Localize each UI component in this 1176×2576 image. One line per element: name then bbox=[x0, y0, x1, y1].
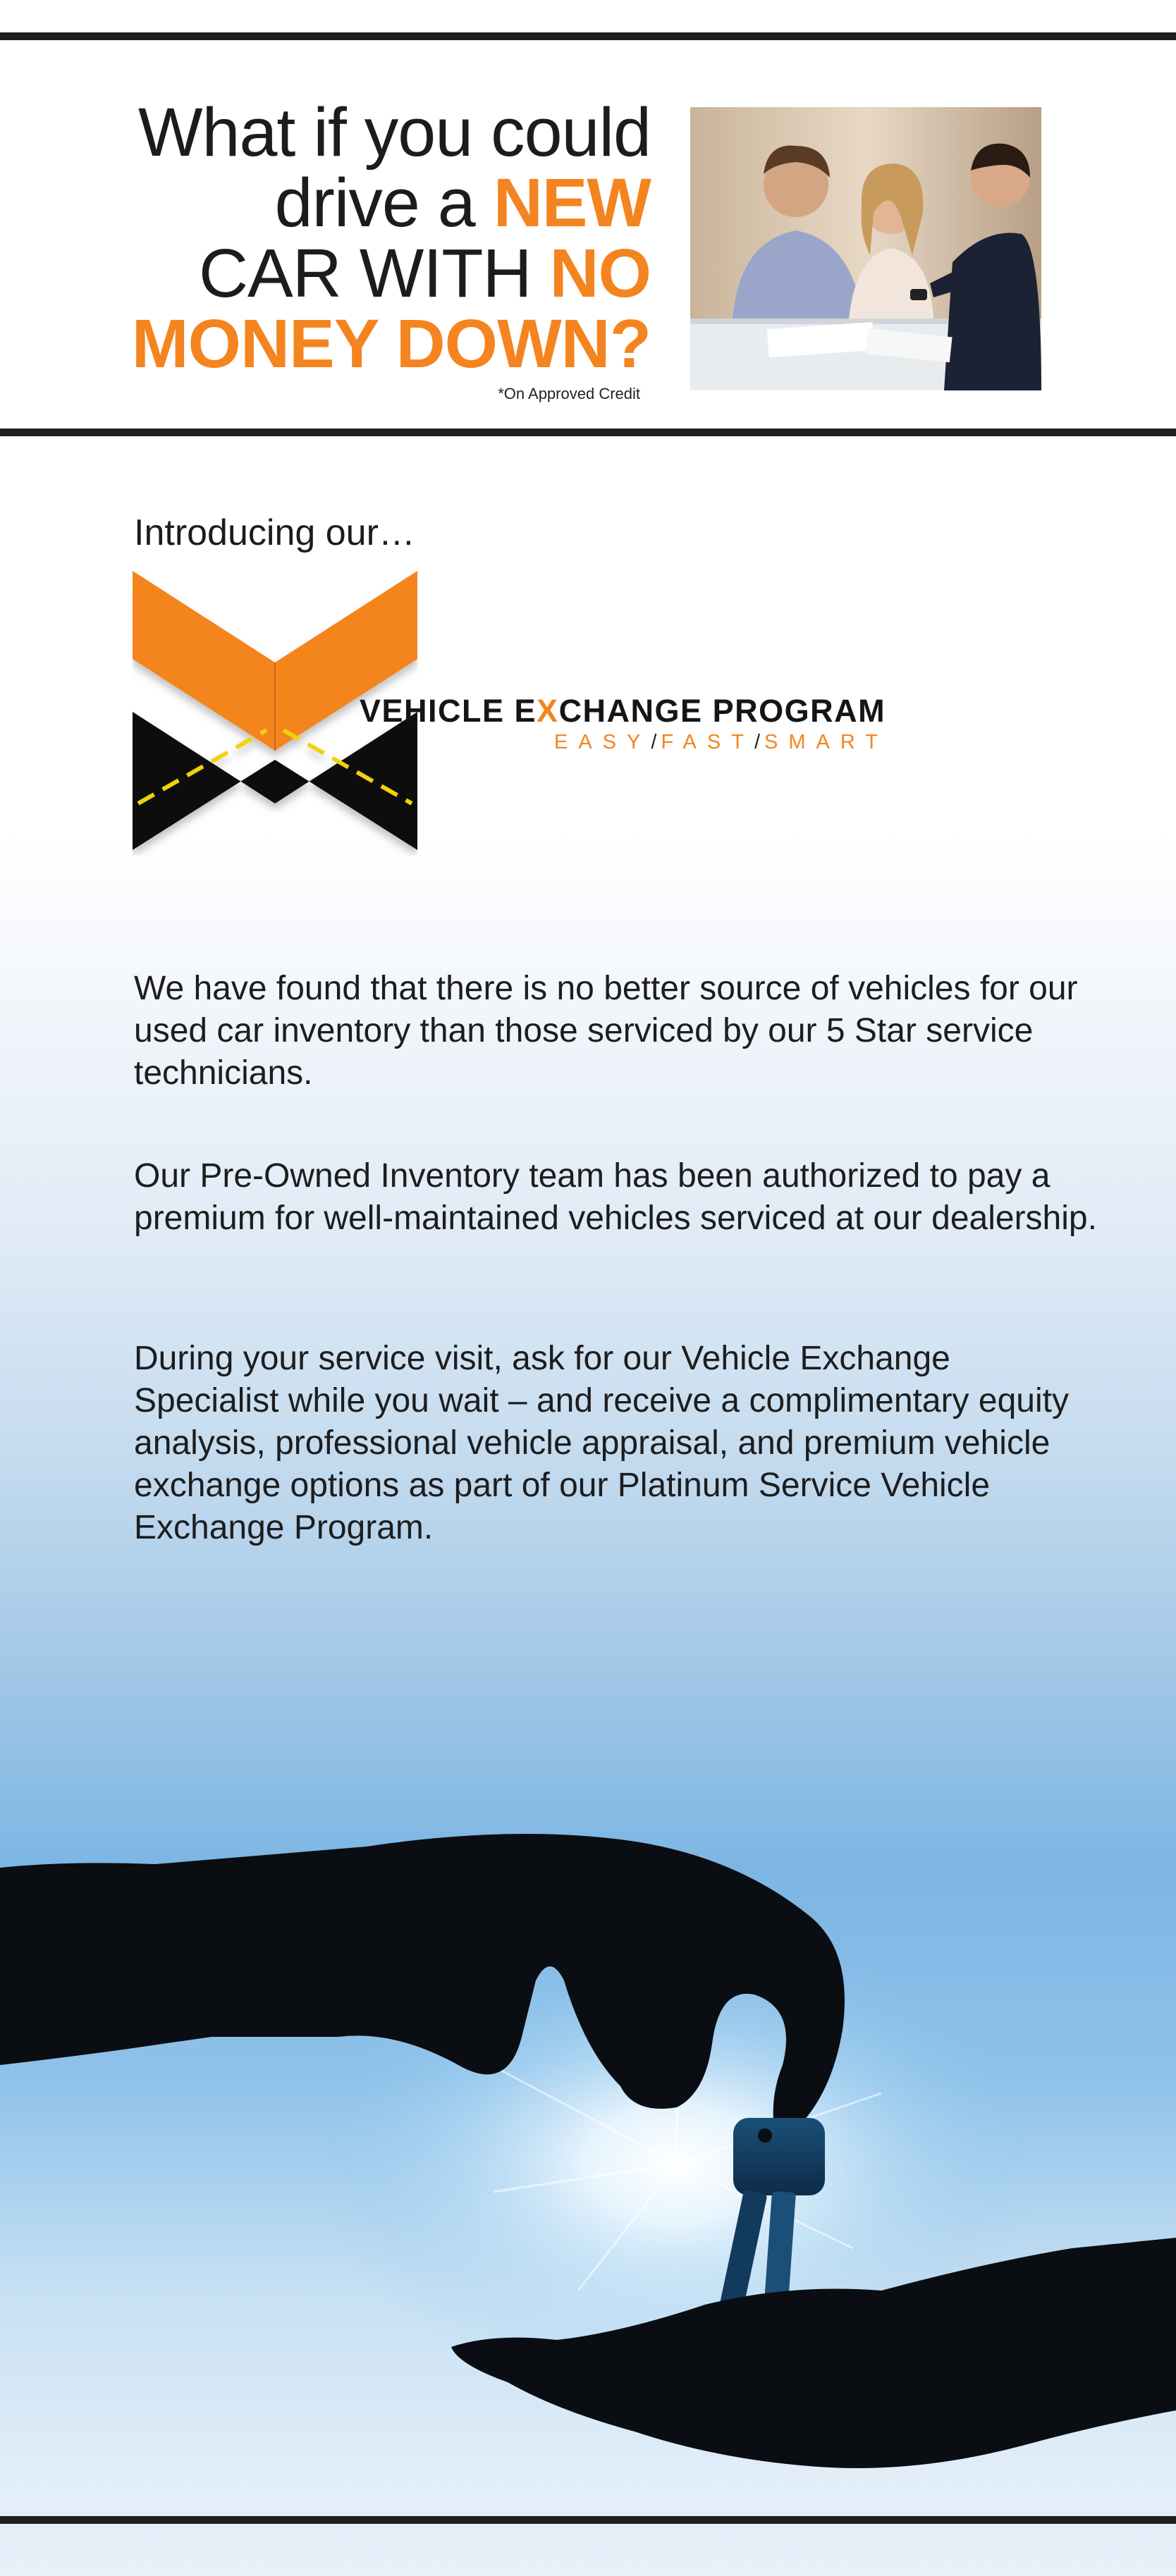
logo-title-x: X bbox=[537, 693, 559, 729]
logo-title-part-1: VEHICLE E bbox=[360, 693, 537, 729]
headline-line-2-text: drive a bbox=[274, 164, 494, 241]
logo-title-part-2: CHANGE PROGRAM bbox=[558, 693, 886, 729]
headline-line-1: What if you could bbox=[137, 94, 651, 171]
program-logo-title bbox=[360, 693, 886, 729]
headline-line-4: MONEY DOWN? bbox=[131, 305, 651, 382]
hero-bottom-rule bbox=[0, 429, 1176, 436]
tagline-smart: SMART bbox=[764, 731, 888, 753]
headline-line-3-text: CAR WITH bbox=[198, 235, 550, 312]
headline-emph-new: NEW bbox=[493, 164, 651, 241]
dealership-handoff-photo bbox=[690, 107, 1041, 390]
hero-headline bbox=[16, 94, 651, 382]
tagline-separator-1: / bbox=[651, 731, 661, 753]
bottom-rule bbox=[0, 2516, 1176, 2524]
tagline-fast: FAST bbox=[661, 731, 754, 753]
body-paragraph-3: During your service visit, ask for our Vehicle Exchange Specialist while you wait – and receive a complimentary equity analysis, professional vehicle appraisal, and premium vehicle exchange options as part of our Platinum Service Vehicle Exchange Program. bbox=[134, 1340, 1069, 1546]
key-handoff-illustration bbox=[0, 1797, 1176, 2523]
body-paragraph-2: Our Pre-Owned Inventory team has been authorized to pay a premium for well-maintained vehicles serviced at our dealership. bbox=[134, 1157, 1097, 1237]
headline-line-2 bbox=[16, 164, 651, 241]
program-tagline bbox=[554, 731, 888, 754]
body-paragraph-1: We have found that there is no better source of vehicles for our used car inventory than those serviced by our 5 Star service technicians. bbox=[134, 970, 1078, 1092]
tagline-separator-2: / bbox=[754, 731, 765, 753]
headline-emph-no: NO bbox=[549, 235, 651, 312]
top-rule bbox=[0, 32, 1176, 40]
tagline-easy: EASY bbox=[554, 731, 651, 753]
headline-line-3 bbox=[16, 235, 651, 312]
credit-disclaimer: *On Approved Credit bbox=[498, 385, 640, 402]
intro-label: Introducing our… bbox=[134, 512, 415, 553]
